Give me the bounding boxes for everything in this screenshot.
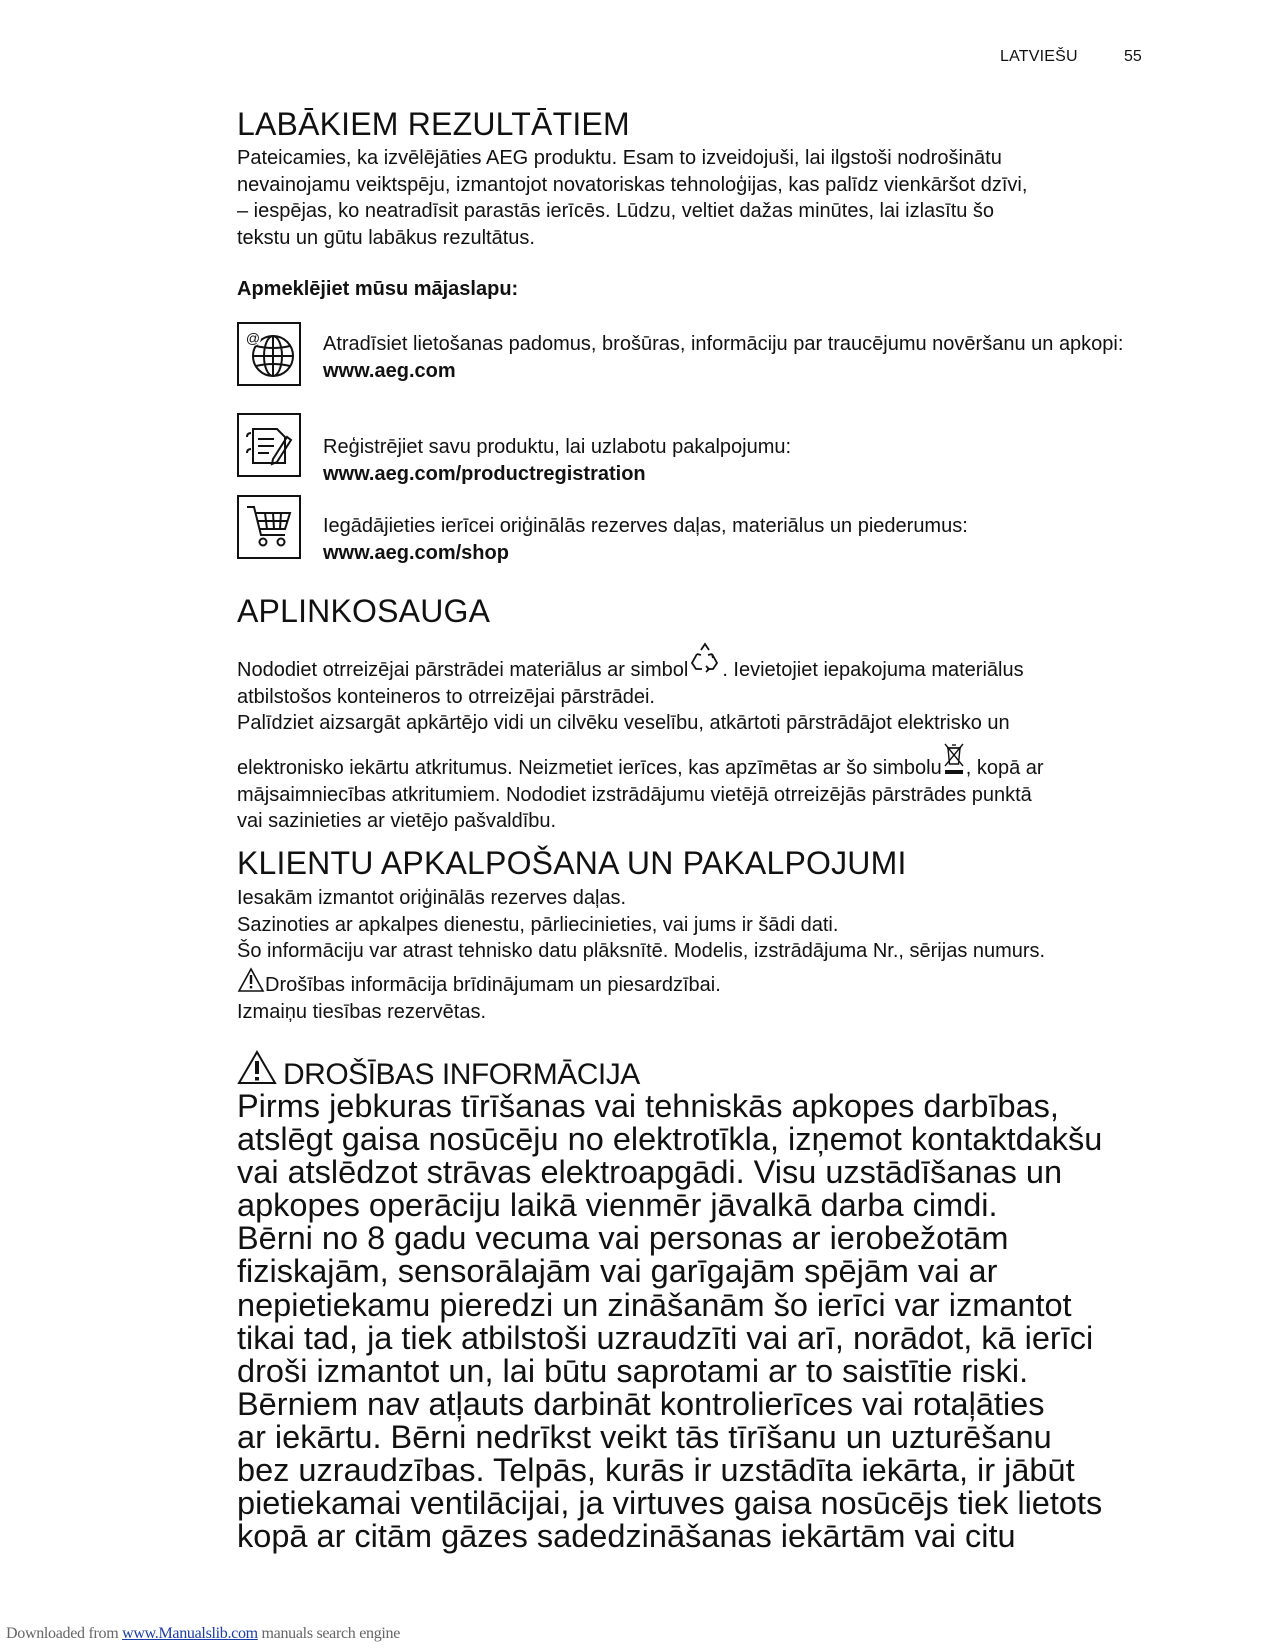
service-line: Iesakām izmantot oriģinālās rezerves daļas. xyxy=(237,887,627,909)
safety-line: nepietiekamu pieredzi un zināšanām šo ierīci var izmantot xyxy=(237,1286,1072,1323)
env-line: atbilstošos konteineros to otrreizējai pārstrādei. xyxy=(237,685,655,708)
env-line: Nododiet otrreizējai pārstrādei materiālus ar simbol xyxy=(237,659,689,681)
web-link-shop xyxy=(323,513,1143,566)
service-line: Izmaiņu tiesības rezervētas. xyxy=(237,1000,486,1023)
safety-line: apkopes operāciju laikā vienmēr jāvalkā darba cimdi. xyxy=(237,1187,998,1224)
register-document-icon xyxy=(237,413,301,477)
safety-line: Bērni no 8 gadu vecuma vai personas ar ierobežotām xyxy=(237,1220,1009,1257)
intro-line: Pateicamies, ka izvēlējāties AEG produktu. Esam to izveidojuši, lai ilgstoši nodrošinātu xyxy=(237,147,1002,169)
safety-line: ar iekārtu. Bērni nedrīkst veikt tās tīrīšanu un uzturēšanu xyxy=(237,1418,1052,1455)
manualslib-link[interactable]: www.Manualslib.com xyxy=(122,1625,258,1642)
safety-line: droši izmantot un, lai būtu saprotami ar to saistītie riski. xyxy=(237,1352,1029,1389)
env-line: Palīdziet aizsargāt apkārtējo vidi un cilvēku veselību, atkārtoti pārstrādājot elektrisko un xyxy=(237,712,1010,734)
visit-label: Apmeklējiet mūsu mājaslapu: xyxy=(237,278,519,300)
safety-line: pietiekamai ventilācijai, ja virtuves gaisa nosūcējs tiek lietots xyxy=(237,1485,1103,1522)
svg-text:@: @ xyxy=(245,330,261,346)
intro-line: – iespējas, ko neatradīsit parastās ierīcēs. Lūdzu, veltiet dažas minūtes, lai izlasītu šo xyxy=(237,200,995,222)
customer-service-title: KLIENTU APKALPOŠANA UN PAKALPOJUMI xyxy=(237,845,907,881)
shop-link[interactable]: www.aeg.com/shop xyxy=(323,541,509,564)
web-link-register xyxy=(323,434,1143,487)
aeg-link[interactable]: www.aeg.com xyxy=(323,359,456,382)
web-link-text: Iegādājieties ierīcei oriģinālās rezerves daļas, materiālus un piederumus: xyxy=(323,515,968,537)
environment-text-weee xyxy=(237,742,1147,835)
customer-service-warning xyxy=(237,967,1147,1025)
header-language: LATVIEŠU xyxy=(1000,48,1078,65)
web-link-text: Reģistrējiet savu produktu, lai uzlabotu pakalpojumu: xyxy=(323,436,792,458)
environment-text xyxy=(237,642,1147,737)
env-line: . Ievietojiet iepakojuma materiālus xyxy=(722,659,1024,681)
web-link-text: Atradīsiet lietošanas padomus, brošūras, informāciju par traucējumu novēršanu un apkopi: xyxy=(323,333,1124,355)
safety-text xyxy=(237,1090,1147,1553)
service-line: Šo informāciju var atrast tehnisko datu plāksnītē. Modelis, izstrādājuma Nr., sērijas numurs. xyxy=(237,940,1046,962)
intro-title: LABĀKIEM REZULTĀTIEM xyxy=(237,106,630,142)
safety-line: Pirms jebkuras tīrīšanas vai tehniskās apkopes darbības, xyxy=(237,1088,1059,1124)
env-line: vai sazinieties ar vietējo pašvaldību. xyxy=(237,810,557,832)
customer-service-text xyxy=(237,885,1147,965)
globe-at-icon xyxy=(237,322,301,386)
safety-line: atslēgt gaisa nosūcēju no elektrotīkla, izņemot kontaktdakšu xyxy=(237,1121,1103,1158)
intro-text xyxy=(237,145,1147,251)
footer-suffix: manuals search engine xyxy=(257,1625,401,1642)
safety-line: fiziskajām, sensorālajām vai garīgajām spējām vai ar xyxy=(237,1253,998,1290)
environment-title: APLINKOSAUGA xyxy=(237,593,491,629)
recycle-icon xyxy=(688,642,722,674)
page-number: 55 xyxy=(1124,48,1142,65)
safety-heading xyxy=(237,1050,640,1092)
shopping-cart-icon xyxy=(237,495,301,559)
footer-prefix: Downloaded from xyxy=(6,1625,123,1642)
env-line: mājsaimniecības atkritumiem. Nododiet izstrādājumu vietējā otrreizējās pārstrādes punktā xyxy=(237,783,1032,806)
download-footer xyxy=(6,1625,400,1643)
env-line: elektronisko iekārtu atkritumus. Neizmetiet ierīces, kas apzīmētas ar šo simbolu xyxy=(237,757,942,779)
env-line: , kopā ar xyxy=(965,757,1044,779)
warning-icon xyxy=(237,1050,277,1086)
safety-title: DROŠĪBAS INFORMĀCIJA xyxy=(283,1058,640,1091)
safety-line: tikai tad, ja tiek atbilstoši uzraudzīti vai arī, norādot, kā ierīci xyxy=(237,1319,1094,1356)
service-line: Sazinoties ar apkalpes dienestu, pārliecinieties, vai jums ir šādi dati. xyxy=(237,913,839,936)
safety-line: kopā ar citām gāzes sadedzināšanas iekārtām vai citu xyxy=(237,1518,1016,1555)
safety-line: Bērniem nav atļauts darbināt kontrolierīces vai rotaļāties xyxy=(237,1385,1045,1422)
web-link-info xyxy=(323,331,1143,384)
warning-line: Drošības informācija brīdinājumam un piesardzībai. xyxy=(265,974,721,996)
intro-line: nevainojamu veiktspēju, izmantojot novatoriskas tehnoloģijas, kas palīdz vienkāršot dzīvi, xyxy=(237,173,1028,196)
warning-icon xyxy=(237,967,265,993)
intro-line: tekstu un gūtu labākus rezultātus. xyxy=(237,226,535,249)
product-registration-link[interactable]: www.aeg.com/productregistration xyxy=(323,462,646,485)
crossed-bin-icon xyxy=(942,742,966,776)
safety-line: vai atslēdzot strāvas elektroapgādi. Visu uzstādīšanas un xyxy=(237,1154,1063,1191)
safety-line: bez uzraudzības. Telpās, kurās ir uzstādīta iekārta, ir jābūt xyxy=(237,1452,1075,1489)
